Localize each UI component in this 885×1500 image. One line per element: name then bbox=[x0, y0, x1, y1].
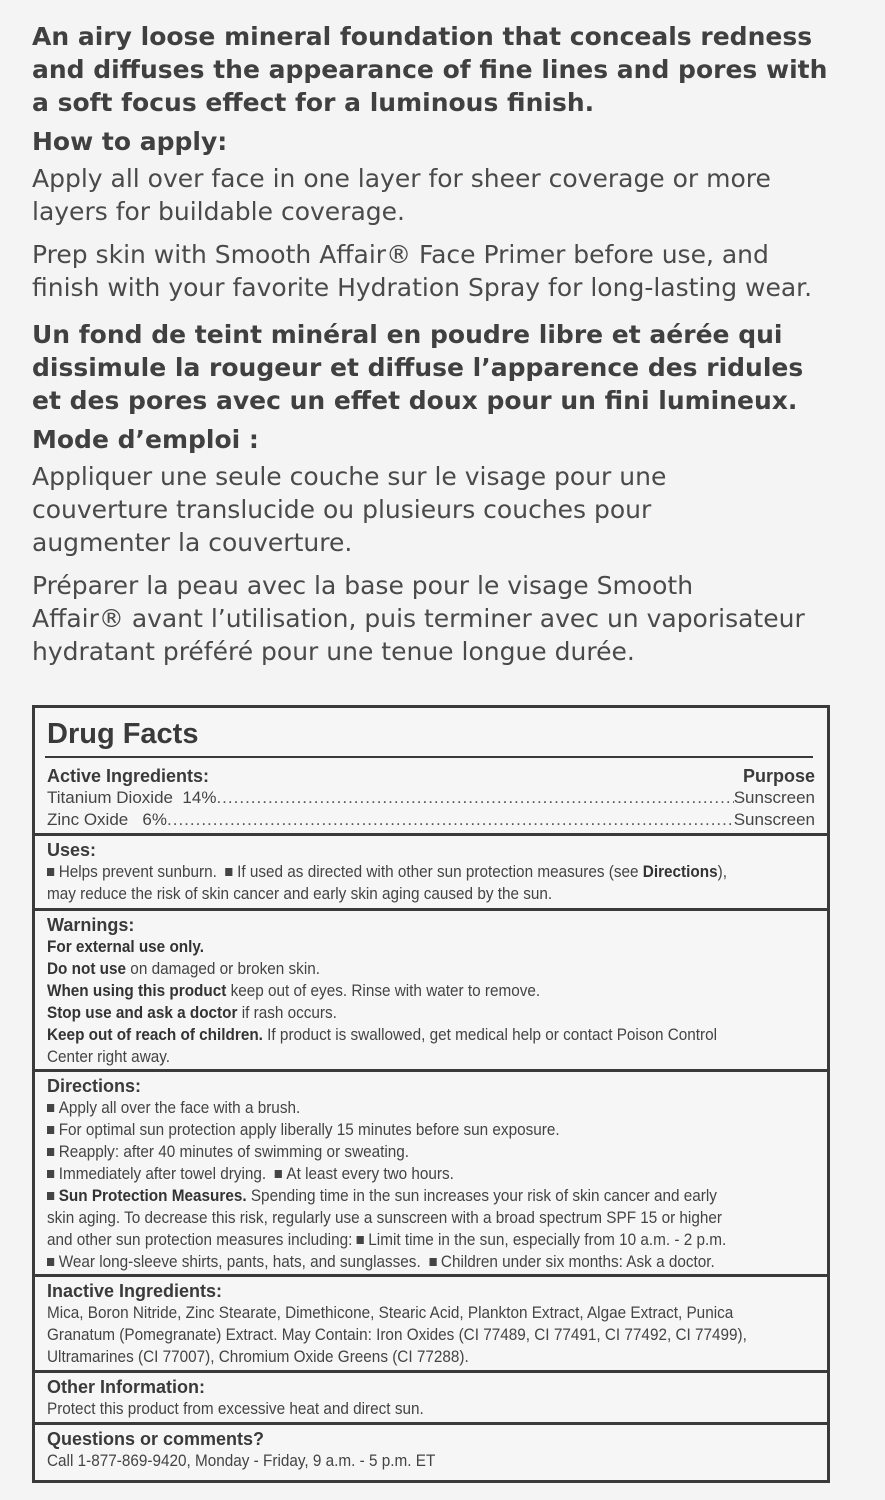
directions-label: Directions: bbox=[47, 1076, 142, 1096]
bullet-icon bbox=[275, 1170, 282, 1178]
bullet-icon bbox=[47, 1170, 54, 1178]
drug-facts-panel bbox=[32, 705, 830, 1483]
questions-label: Questions or comments? bbox=[47, 1429, 265, 1449]
other-information-label: Other Information: bbox=[47, 1377, 205, 1397]
section-divider bbox=[35, 1274, 827, 1277]
english-description: An airy loose mineral foundation that conceals redness and diffuses the appearance of fine lines and pores with a soft focus effect for a luminous finish. bbox=[32, 22, 828, 117]
ingredient-row bbox=[47, 809, 815, 831]
section-divider bbox=[35, 1422, 827, 1425]
warnings-section: Warnings: For external use only. Do not use on damaged or broken skin. When using this product keep out of eyes. Rinse with water to remove. Stop use and ask a doctor if rash occurs. Keep out of reach of children. If product is swallowed, get medical help or contact Poison Control Center right away. bbox=[35, 914, 827, 1068]
french-how-to-step-1: Appliquer une seule couche sur le visage pour une couverture translucide ou plusieurs couches pour augmenter la couverture. bbox=[32, 462, 667, 557]
uses-label: Uses: bbox=[47, 840, 97, 860]
bullet-icon bbox=[47, 1258, 54, 1266]
warnings-label: Warnings: bbox=[47, 915, 135, 935]
title-rule bbox=[45, 756, 813, 758]
inactive-ingredients-section: Inactive Ingredients: Mica, Boron Nitride, Zinc Stearate, Dimethicone, Stearic Acid, Plankton Extract, Algae Extract, Punica Granatum (Pomegranate) Extract. May Contain: Iron Oxides (CI 77489, CI 77491, CI 77492, CI 77499), Ultramarines (CI 77007), Chromium Oxide Greens (CI 77288). bbox=[35, 1280, 827, 1368]
ingredient-purpose: Sunscreen bbox=[733, 810, 815, 829]
ingredient-row bbox=[47, 787, 815, 809]
inactive-ingredients-label: Inactive Ingredients: bbox=[47, 1281, 223, 1301]
leader-dots bbox=[216, 787, 733, 809]
french-description: Un fond de teint minéral en poudre libre et aérée qui dissimule la rougeur et diffuse l’apparence des ridules et des pores avec un effet doux pour un fini lumineux. bbox=[32, 320, 804, 415]
bullet-icon bbox=[47, 1104, 54, 1112]
section-divider bbox=[35, 1069, 827, 1072]
other-information-section: Other Information: Protect this product from excessive heat and direct sun. bbox=[35, 1376, 827, 1420]
english-how-to-step-2: Prep skin with Smooth Affair® Face Primer before use, and finish with your favorite Hydration Spray for long-lasting wear. bbox=[32, 240, 813, 302]
section-divider bbox=[35, 908, 827, 911]
english-how-to-title: How to apply: bbox=[32, 127, 228, 156]
ingredient-purpose: Sunscreen bbox=[733, 788, 815, 807]
french-how-to-title: Mode d’emploi : bbox=[32, 425, 259, 454]
contact-phone: Call 1-877-869-9420, Monday - Friday, 9 a.m. - 5 p.m. ET bbox=[47, 1451, 436, 1470]
bullet-icon bbox=[47, 1192, 54, 1200]
active-ingredients-label: Active Ingredients: bbox=[47, 766, 210, 786]
bullet-icon bbox=[47, 1148, 54, 1156]
bullet-icon bbox=[47, 1126, 54, 1134]
leader-dots bbox=[167, 809, 734, 831]
bullet-icon bbox=[225, 868, 232, 876]
drug-facts-title: Drug Facts bbox=[47, 718, 199, 750]
bullet-icon bbox=[47, 868, 54, 876]
french-how-to-step-2: Préparer la peau avec la base pour le visage Smooth Affair® avant l’utilisation, puis terminer avec un vaporisateur hydratant préféré pour une tenue longue durée. bbox=[32, 571, 805, 666]
bullet-icon bbox=[429, 1258, 436, 1266]
ingredient-name: Zinc Oxide 6% bbox=[47, 810, 167, 829]
english-how-to-step-1: Apply all over face in one layer for sheer coverage or more layers for buildable coverage. bbox=[32, 164, 771, 226]
section-divider bbox=[35, 833, 827, 836]
active-ingredients-section bbox=[35, 765, 827, 831]
section-divider bbox=[35, 1370, 827, 1373]
uses-section: Uses: Helps prevent sunburn. If used as directed with other sun protection measures (see Directions), may reduce the risk of skin cancer and early skin aging caused by the sun. bbox=[35, 839, 827, 905]
ingredient-name: Titanium Dioxide 14% bbox=[47, 788, 217, 807]
purpose-label: Purpose bbox=[742, 766, 815, 786]
product-description bbox=[32, 20, 872, 678]
questions-section bbox=[35, 1428, 827, 1472]
bullet-icon bbox=[357, 1236, 364, 1244]
directions-section: Directions: Apply all over the face with a brush. For optimal sun protection apply liberally 15 minutes before sun exposure. Reapply: after 40 minutes of swimming or sweating. Immediately after towel drying. At least every two hours. Sun Protection Measures. Spending time in the sun increases your risk of skin cancer and early skin aging. To decrease this risk, regularly use a sunscreen with a broad spectrum SPF 15 or higher and other sun protection measures including: Limit time in the sun, especially from 10 a.m. - 2 p.m. Wear long-sleeve shirts, pants, hats, and sunglasses. Children under six months: Ask a doctor. bbox=[35, 1075, 827, 1273]
